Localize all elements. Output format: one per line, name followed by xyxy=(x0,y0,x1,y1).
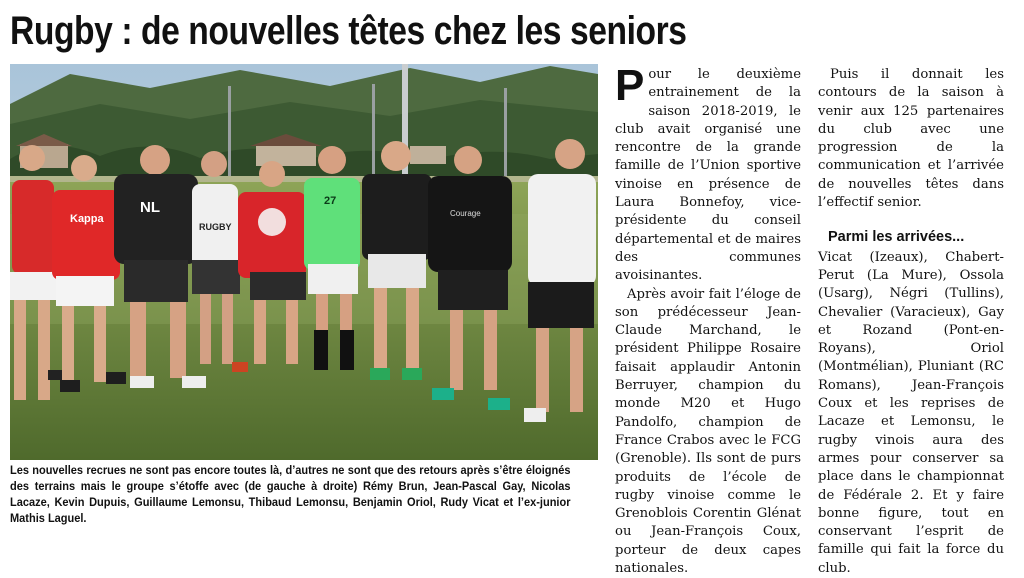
shirt-text-kappa: Kappa xyxy=(70,213,104,225)
article-subheading: Parmi les arrivées... xyxy=(828,229,965,246)
article-column-1 xyxy=(615,61,801,578)
article-paragraph-3: Puis il donnait les contours de la saison à venir aux 125 partenaires du club avec une progression de la communication et l’arrivée de nouvelles têtes dans l’effectif senior. xyxy=(818,67,1004,211)
article-paragraph-4: Vicat (Izeaux), Chabert-Perut (La Mure), Ossola (Usarg), Négri (Tullins), Chevalier (Varacieux), Gay et Rozand (Pont-en-Royans), Oriol (Montmélian), Pluniant (RC Romans), Jean-François Coux et les reprises de Lacaze et Lemonsu, le rugby vinois aura des armes pour conserver sa place dans le championnat de Fédérale 2. Et y faire bonne figure, tout en conservant l’esprit de famille qui fait la force du club. xyxy=(818,249,1004,576)
article-paragraph-1: our le deuxième entrainement de la saison 2018-2019, le club avait organisé une rencontre de la grande famille de l’Union sportive vinoise en présence de Laura Bonnefoy, vice-présidente du conseil départemental et de maires des communes avoisinantes. xyxy=(615,67,801,284)
article-paragraph-intro xyxy=(615,61,801,286)
team-photo xyxy=(10,64,598,460)
article-column-2 xyxy=(818,66,1004,578)
shirt-text-number: 27 xyxy=(324,195,337,207)
headline: Rugby : de nouvelles têtes chez les seniors xyxy=(10,9,687,53)
shirt-text-nl: NL xyxy=(140,199,160,216)
shirt-text-courage: Courage xyxy=(450,209,481,218)
shirt-text-rugby: RUGBY xyxy=(199,222,232,232)
drop-cap: P xyxy=(615,61,645,110)
photo-caption: Les nouvelles recrues ne sont pas encore toutes là, d’autres ne sont que des retours après s’être éloignés des terrains mais le groupe s’étoffe avec (de gauche à droite) Rémy Brun, Jean-Pascal Gay, Nicolas Lacaze, Kevin Dupuis, Guillaume Lemonsu, Thibaud Lemonsu, Benjamin Oriol, Rudy Vicat et l’ex-junior Mathis Laguel. xyxy=(10,464,571,525)
article-paragraph-2: Après avoir fait l’éloge de son prédécesseur Jean-Claude Marchand, le président Philippe Rosaire faisait applaudir Antonin Berruyer, champion du monde M20 et Hugo Pandolfo, champion de France Crabos avec le FCG (Grenoble). Ils sont de purs produits de l’école de rugby vinoise comme le Grenoblois Corentin Glénat ou Jean-François Coux, porteur de deux capes nationales. xyxy=(615,286,801,577)
